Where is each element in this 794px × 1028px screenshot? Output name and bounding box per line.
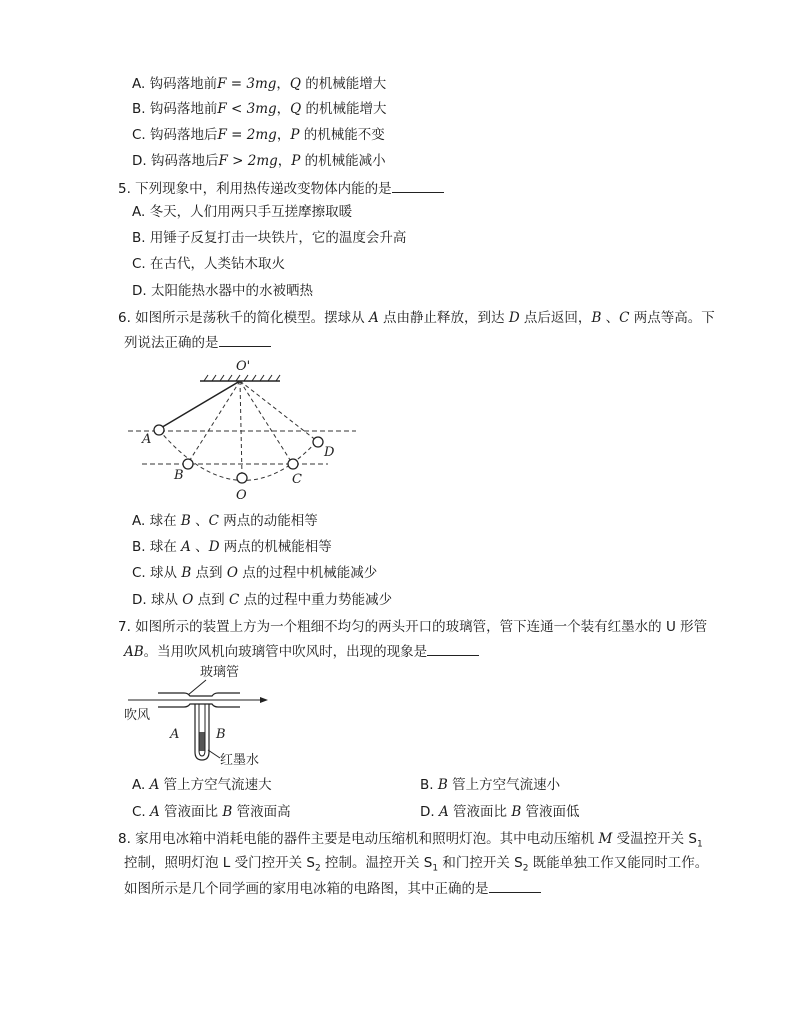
q7-option-c: C. A 管液面比 B 管液面高 (132, 804, 291, 820)
ball-d (313, 437, 323, 447)
tube-label: 玻璃管 (200, 665, 240, 680)
label-o: O (236, 488, 247, 503)
answer-blank (489, 878, 541, 893)
ball-a (154, 425, 164, 435)
q6-option-b: B. 球在 A 、D 两点的机械能相等 (132, 539, 332, 555)
q6-stem-line1: 6. 如图所示是荡秋千的简化模型。摆球从 A 点由静止释放，到达 D 点后返回，B 、C 两点等高。下 (118, 310, 715, 326)
wind-label: 吹风 (124, 708, 151, 723)
q5-stem: 5. 下列现象中，利用热传递改变物体内能的是 (118, 178, 444, 199)
answer-blank (427, 641, 479, 656)
label-b: B (174, 468, 184, 483)
q6-stem-line2: 列说法正确的是 (124, 332, 271, 353)
q5-option-b: B. 用锤子反复打击一块铁片，它的温度会升高 (132, 230, 407, 246)
q7-option-a: A. A 管上方空气流速大 (132, 777, 272, 793)
answer-blank (219, 332, 271, 347)
q4-formula-c: F = 2mg (217, 127, 277, 143)
q6-option-d: D. 球从 O 点到 C 点的过程中重力势能减少 (132, 592, 393, 608)
ball-o (237, 473, 247, 483)
ball-c (288, 459, 298, 469)
q6-option-a: A. 球在 B 、C 两点的动能相等 (132, 513, 318, 529)
q7-option-d: D. A 管液面比 B 管液面低 (420, 804, 580, 820)
q7-stem-line1: 7. 如图所示的装置上方为一个粗细不均匀的两头开口的玻璃管，管下连通一个装有红墨水的 U 形管 (118, 619, 708, 635)
ball-b (183, 459, 193, 469)
q7-stem-line2: AB。当用吹风机向玻璃管中吹风时，出现的现象是 (124, 641, 479, 662)
venturi-figure (122, 662, 272, 770)
q4-option-d: D. 钩码落地后F > 2mg，P 的机械能减小 (132, 153, 386, 169)
answer-blank (392, 178, 444, 193)
q4-formula-a: F = 3mg (217, 76, 277, 92)
u-tube-label-a: A (170, 727, 180, 742)
label-c: C (292, 472, 302, 487)
q8-stem-line3: 如图所示是几个同学画的家用电冰箱的电路图，其中正确的是 (124, 878, 541, 899)
pivot-label: O' (236, 359, 251, 374)
q4-formula-d: F > 2mg (218, 153, 278, 169)
label-d: D (324, 445, 335, 460)
q5-option-d: D. 太阳能热水器中的水被晒热 (132, 283, 313, 299)
q4-option-a: A. 钩码落地前F = 3mg，Q 的机械能增大 (132, 76, 387, 92)
q8-stem-line1: 8. 家用电冰箱中消耗电能的器件主要是电动压缩机和照明灯泡。其中电动压缩机 M 受温控开关 $S_1$ (118, 831, 703, 850)
u-tube-label-b: B (216, 727, 226, 742)
q7-option-b: B. B 管上方空气流速小 (420, 777, 561, 793)
pendulum-figure (128, 355, 358, 503)
q4-formula-b: F < 3mg (217, 101, 277, 117)
ink-label: 红墨水 (220, 753, 260, 768)
q5-option-c: C. 在古代，人类钻木取火 (132, 256, 286, 272)
q4-option-b: B. 钩码落地前F < 3mg，Q 的机械能增大 (132, 101, 387, 117)
q6-option-c: C. 球从 B 点到 O 点的过程中机械能减少 (132, 565, 378, 581)
q8-stem-line2: 控制，照明灯泡 L 受门控开关 $S_2$ 控制。温控开关 $S_1$ 和门控开关 $S_2$ 既能单独工作又能同时工作。 (124, 855, 709, 874)
q5-option-a: A. 冬天，人们用两只手互搓摩擦取暖 (132, 204, 353, 220)
label-a: A (142, 432, 152, 447)
q4-option-c: C. 钩码落地后F = 2mg，P 的机械能不变 (132, 127, 385, 143)
